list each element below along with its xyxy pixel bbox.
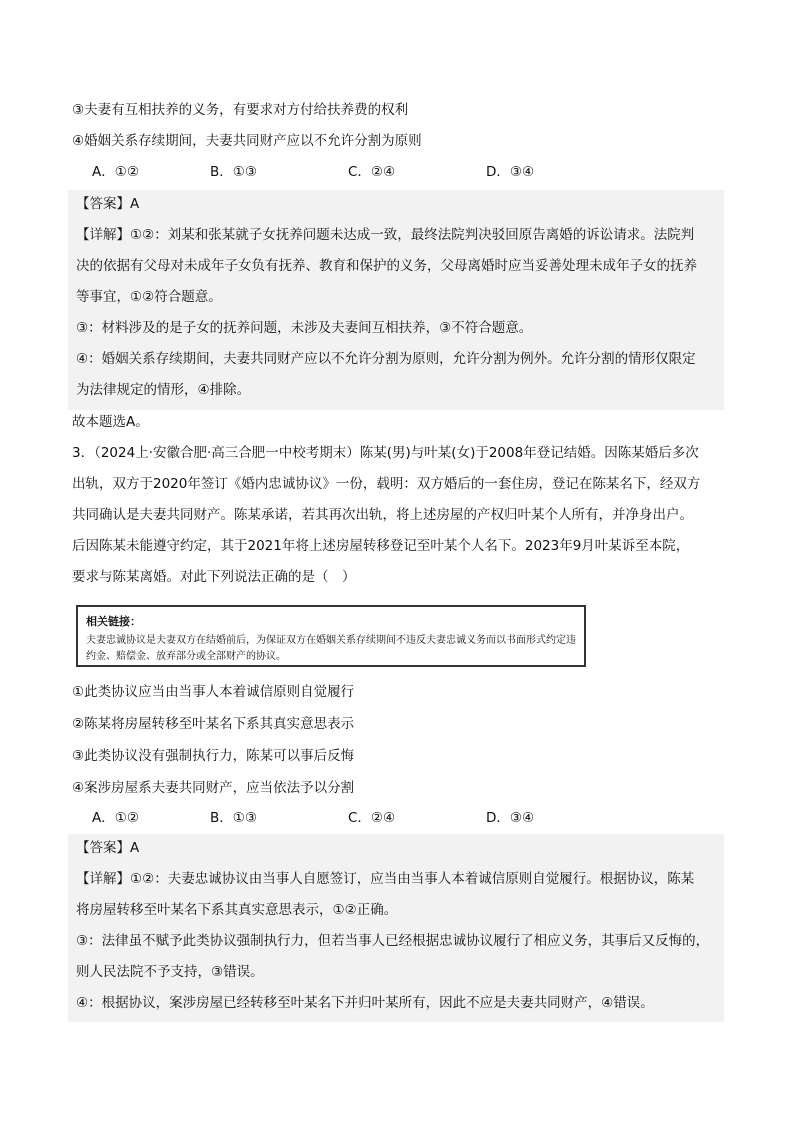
detail-line: ④：婚姻关系存续期间，夫妻共同财产应以不允许分割为原则，允许分割为例外。允许分割的情形仅限定 [76, 351, 696, 367]
answer-block-1 [68, 190, 724, 410]
statement-3: ③夫妻有互相扶养的义务，有要求对方付给扶养费的权利 [72, 102, 409, 118]
detail-line: 决的依据有父母对未成年子女负有抚养、教育和保护的义务，父母离婚时应当妥善处理未成年子女的抚养 [76, 258, 697, 274]
option-c: C．②④ [348, 810, 396, 826]
question-3-line: 后因陈某未能遵守约定，其于2021年将上述房屋转移登记至叶某个人名下。2023年9月叶某诉至本院， [72, 538, 690, 554]
option-c: C．②④ [348, 164, 396, 180]
detail-line: 则人民法院不予支持，③错误。 [76, 964, 264, 980]
related-link-box [76, 605, 586, 667]
option-b: B．①③ [210, 164, 257, 180]
answer-label: 【答案】A [76, 196, 140, 212]
detail-line: 【详解】①②：夫妻忠诚协议由当事人自愿签订，应当由当事人本着诚信原则自觉履行。根据协议，陈某 [76, 871, 695, 887]
question-3-line: 3．（2024上·安徽合肥·高三合肥一中校考期末）陈某(男)与叶某(女)于2008年登记结婚。因陈某婚后多次 [72, 445, 699, 461]
question-3-line: 共同确认是夫妻共同财产。陈某承诺，若其再次出轨，将上述房屋的产权归叶某个人所有，并净身出户。 [72, 507, 693, 523]
detail-line: 等事宜，①②符合题意。 [76, 289, 222, 305]
detail-line: ④：根据协议，案涉房屋已经转移至叶某名下并归叶某所有，因此不应是夫妻共同财产，④错误。 [76, 995, 654, 1011]
statement-4: ④婚姻关系存续期间，夫妻共同财产应以不允许分割为原则 [72, 133, 422, 149]
q3-statement-3: ③此类协议没有强制执行力，陈某可以事后反悔 [72, 748, 355, 764]
option-d: D．③④ [486, 164, 535, 180]
detail-line: 【详解】①②：刘某和张某就子女抚养问题未达成一致，最终法院判决驳回原告离婚的诉讼请求。法院判 [76, 227, 695, 243]
conclusion: 故本题选A。 [72, 414, 149, 430]
option-b: B．①③ [210, 810, 257, 826]
q3-statement-1: ①此类协议应当由当事人本着诚信原则自觉履行 [72, 684, 355, 700]
question-3-line: 要求与陈某离婚。对此下列说法正确的是（ ） [72, 569, 356, 585]
answer-block-2 [68, 834, 724, 1022]
q3-statement-4: ④案涉房屋系夫妻共同财产，应当依法予以分割 [72, 780, 355, 796]
option-a: A．①② [92, 810, 139, 826]
option-d: D．③④ [486, 810, 535, 826]
answer-label: 【答案】A [76, 840, 140, 856]
detail-line: ③：材料涉及的是子女的抚养问题，未涉及夫妻间互相扶养，③不符合题意。 [76, 320, 533, 336]
detail-line: 将房屋转移至叶某名下系其真实意思表示，①②正确。 [76, 902, 398, 918]
question-3-line: 出轨，双方于2020年签订《婚内忠诚协议》一份，载明：双方婚后的一套住房，登记在陈某名下，经双方 [72, 476, 701, 492]
related-link-body: 夫妻忠诚协议是夫妻双方在结婚前后，为保证双方在婚姻关系存续期间不违反夫妻忠诚义务而以书面形式约定违约金、赔偿金、放弃部分或全部财产的协议。 [86, 635, 576, 662]
detail-line: 为法律规定的情形，④排除。 [76, 382, 251, 398]
q3-statement-2: ②陈某将房屋转移至叶某名下系其真实意思表示 [72, 716, 355, 732]
option-a: A．①② [92, 164, 139, 180]
detail-line: ③：法律虽不赋予此类协议强制执行力，但若当事人已经根据忠诚协议履行了相应义务，其事后又反悔的， [76, 933, 710, 949]
related-link-title: 相关链接： [86, 615, 141, 628]
